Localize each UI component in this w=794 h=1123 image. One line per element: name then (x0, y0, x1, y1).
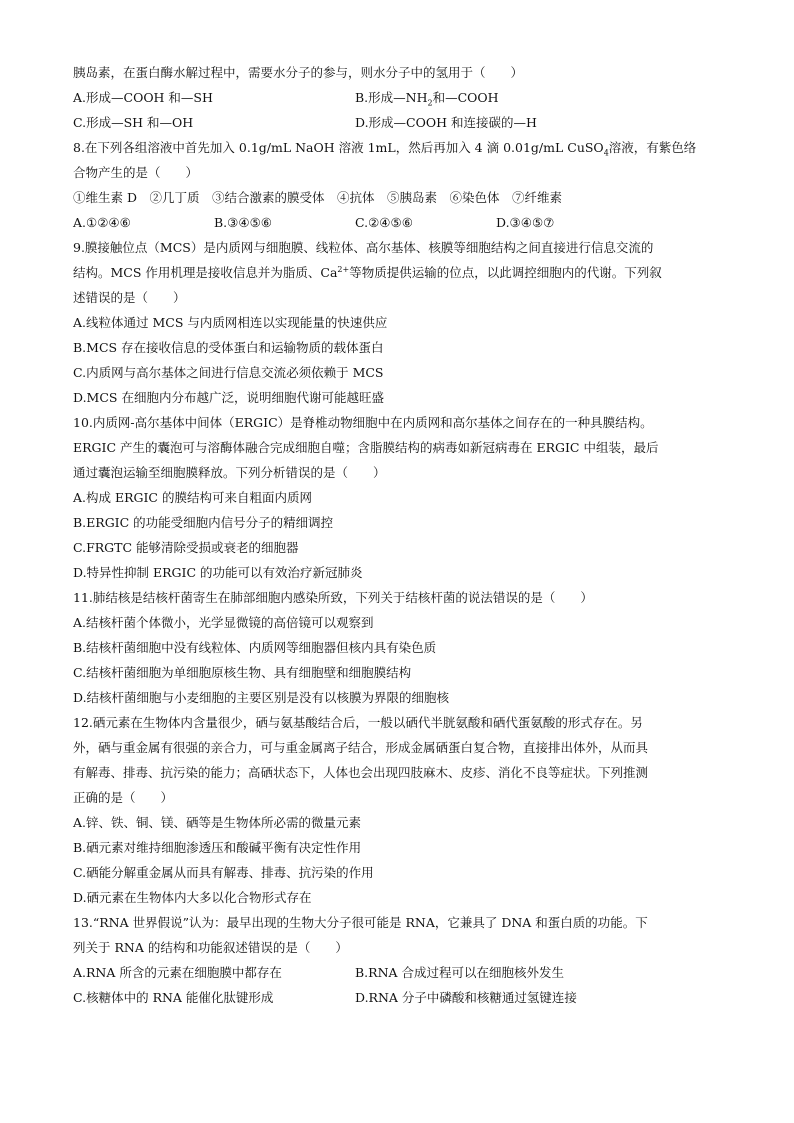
q9-stem-line-2: 结构。MCS 作用机理是接收信息并为脂质、$Ca^{2+}$等物质提供运输的位点，以此调控细胞内的代谢。下列叙 (73, 264, 662, 280)
q8-option-b: B.③④⑤⑥ (214, 215, 272, 230)
q12-option-c: C.硒能分解重金属从而具有解毒、排毒、抗污染的作用 (73, 865, 374, 880)
q8-items: ①维生素 D ②几丁质 ③结合激素的膜受体 ④抗体 ⑤胰岛素 ⑥染色体 ⑦纤维素 (73, 190, 562, 205)
q10-stem-line-2: ERGIC 产生的囊泡可与溶酶体融合完成细胞自噬；含脂膜结构的病毒如新冠病毒在 ERGIC 中组装，最后 (73, 440, 659, 455)
q9-stem-line-3: 述错误的是（ ） (73, 290, 186, 305)
q9-option-c: C.内质网与高尔基体之间进行信息交流必须依赖于 MCS (73, 365, 384, 380)
q7-option-a: A.形成—COOH 和—SH (73, 90, 213, 105)
q8-option-d: D.③④⑤⑦ (496, 215, 555, 230)
q12-option-d: D.硒元素在生物体内大多以化合物形式存在 (73, 890, 312, 905)
q7-option-c: C.形成—SH 和—OH (73, 115, 194, 130)
q10-option-c: C.FRGTC 能够清除受损或衰老的细胞器 (73, 540, 299, 555)
q13-option-a: A.RNA 所含的元素在细胞膜中都存在 (73, 965, 282, 980)
q13-options-row-2 (73, 985, 733, 1010)
q7-options-row-2 (73, 110, 733, 135)
q13-option-c: C.核糖体中的 RNA 能催化肽键形成 (73, 990, 274, 1005)
q7-option-b: B.形成$—NH_2$和—COOH (355, 90, 499, 108)
q10-option-a: A.构成 ERGIC 的膜结构可来自粗面内质网 (73, 490, 312, 505)
q8-options-row (73, 210, 733, 235)
q7-stem: 胰岛素，在蛋白酶水解过程中，需要水分子的参与，则水分子中的氢用于（ ） (73, 65, 524, 80)
q12-option-a: A.锌、铁、铜、镁、硒等是生物体所必需的微量元素 (73, 815, 362, 830)
q10-stem-line-1: 10.内质网-高尔基体中间体（ERGIC）是脊椎动物细胞中在内质网和高尔基体之间存在的一种具膜结构。 (73, 415, 653, 430)
q8-option-c: C.②④⑤⑥ (355, 215, 413, 230)
q8-stem-line-1: 8.在下列各组溶液中首先加入 0.1g/mL NaOH 溶液 1mL，然后再加入 4 滴 0.01g/mL CuSO$_4$溶液，有紫色络 (73, 140, 697, 158)
q13-option-b: B.RNA 合成过程可以在细胞核外发生 (355, 965, 565, 980)
q9-stem-line-1: 9.膜接触位点（MCS）是内质网与细胞膜、线粒体、高尔基体、核膜等细胞结构之间直接进行信息交流的 (73, 240, 654, 255)
q11-option-c: C.结核杆菌细胞为单细胞原核生物、具有细胞壁和细胞膜结构 (73, 665, 412, 680)
q10-option-b: B.ERGIC 的功能受细胞内信号分子的精细调控 (73, 515, 334, 530)
q13-options-row-1 (73, 960, 733, 985)
q9-option-b: B.MCS 存在接收信息的受体蛋白和运输物质的载体蛋白 (73, 340, 384, 355)
q11-option-b: B.结核杆菌细胞中没有线粒体、内质网等细胞器但核内具有染色质 (73, 640, 437, 655)
q13-stem-line-1: 13.“RNA 世界假说”认为：最早出现的生物大分子很可能是 RNA，它兼具了 DNA 和蛋白质的功能。下 (73, 915, 648, 930)
q8-stem-line-2: 合物产生的是（ ） (73, 165, 199, 180)
q13-option-d: D.RNA 分子中磷酸和核糖通过氢键连接 (355, 990, 577, 1005)
exam-page (73, 60, 733, 1010)
q7-option-d: D.形成—COOH 和连接碳的—H (355, 115, 537, 130)
q13-stem-line-2: 列关于 RNA 的结构和功能叙述错误的是（ ） (73, 940, 348, 955)
q8-option-a: A.①②④⑥ (73, 215, 131, 230)
q10-stem-line-3: 通过囊泡运输至细胞膜释放。下列分析错误的是（ ） (73, 465, 386, 480)
q12-stem-line-3: 有解毒、排毒、抗污染的能力；高硒状态下，人体也会出现四肢麻木、皮疹、消化不良等症状。下列推测 (73, 765, 649, 780)
q12-stem-line-1: 12.硒元素在生物体内含量很少，硒与氨基酸结合后，一般以硒代半胱氨酸和硒代蛋氨酸的形式存在。另 (73, 715, 643, 730)
q7-options-row-1 (73, 85, 733, 110)
q12-stem-line-2: 外，硒与重金属有很强的亲合力，可与重金属离子结合，形成金属硒蛋白复合物，直接排出体外，从而具 (73, 740, 649, 755)
q12-stem-line-4: 正确的是（ ） (73, 790, 174, 805)
q12-option-b: B.硒元素对维持细胞渗透压和酸碱平衡有决定性作用 (73, 840, 362, 855)
q10-option-d: D.特异性抑制 ERGIC 的功能可以有效治疗新冠肺炎 (73, 565, 363, 580)
q11-option-d: D.结核杆菌细胞与小麦细胞的主要区别是没有以核膜为界限的细胞核 (73, 690, 450, 705)
q11-stem: 11.肺结核是结核杆菌寄生在肺部细胞内感染所致，下列关于结核杆菌的说法错误的是（ ） (73, 590, 593, 605)
q9-option-a: A.线粒体通过 MCS 与内质网相连以实现能量的快速供应 (73, 315, 388, 330)
q9-option-d: D.MCS 在细胞内分布越广泛，说明细胞代谢可能越旺盛 (73, 390, 384, 405)
q11-option-a: A.结核杆菌个体微小，光学显微镜的高倍镜可以观察到 (73, 615, 374, 630)
